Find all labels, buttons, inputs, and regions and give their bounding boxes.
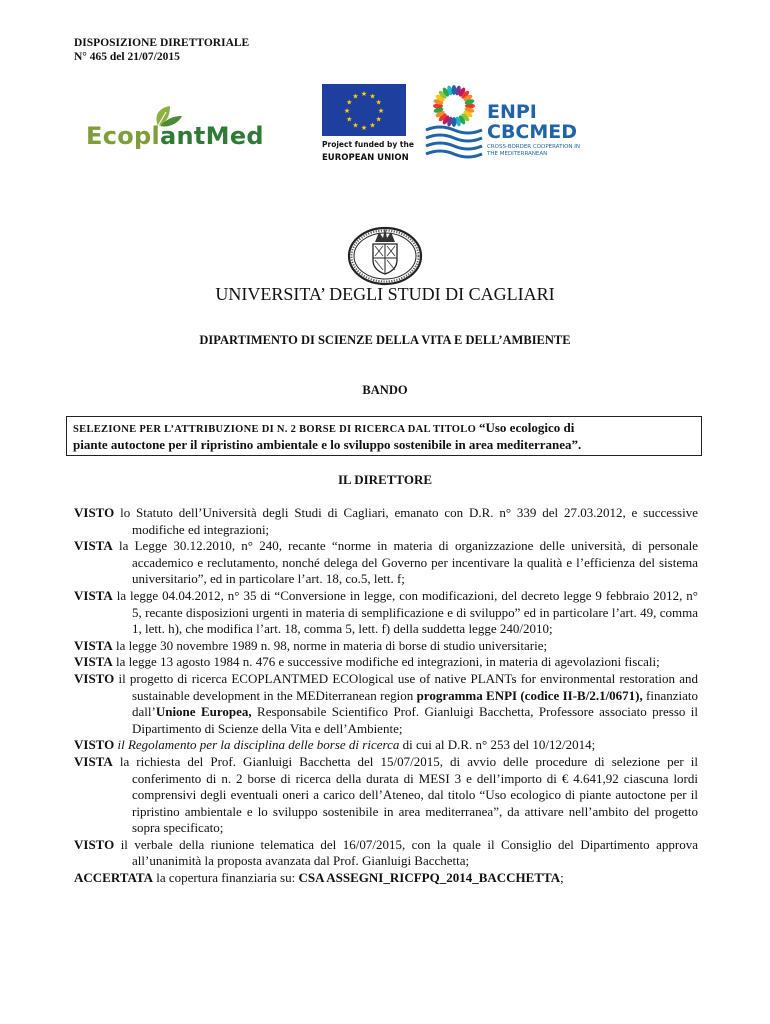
sun-waves-icon bbox=[424, 80, 484, 162]
university-name: UNIVERSITA’ DEGLI STUDI DI CAGLIARI bbox=[215, 284, 555, 304]
header-number-date: N° 465 del 21/07/2015 bbox=[74, 51, 180, 63]
logo-text-part1: Ecopl bbox=[86, 122, 161, 150]
enpi-title: ENPI bbox=[487, 101, 537, 123]
logo-text-part3: ntMed bbox=[176, 122, 264, 150]
eu-caption-2: EUROPEAN UNION bbox=[322, 153, 409, 163]
bando-title: BANDO bbox=[362, 383, 408, 397]
recital-item: VISTA la legge 30 novembre 1989 n. 98, norme in materia di borse di studio universitarie; bbox=[74, 637, 548, 653]
star-icon: ★ bbox=[360, 90, 368, 98]
selection-title-start: “Uso ecologico di bbox=[478, 420, 575, 435]
star-icon: ★ bbox=[346, 115, 353, 124]
enpi-subtitle: CROSS-BORDER COOPERATION IN THE MEDITERRANEAN bbox=[487, 144, 581, 157]
recital-item: VISTA la richiesta del Prof. Gianluigi Bacchetta del 15/07/2015, di avvio delle procedure di selezione per il conferimento di n. 2 borse di ricerca della durata di MESI 3 e dell’importo di € 4.641,92 ciascuna lordi comprensivi degli eventuali oneri a carico dell’Ateneo, dal titolo “Uso ecologico di piante autoctone per il ripristino ambientale e lo sviluppo sostenibile in area mediterranea”, da attivare nell’ambito del progetto sopra specificato; bbox=[74, 753, 699, 836]
ecoplantmed-logo bbox=[86, 104, 276, 164]
eu-flag-icon bbox=[322, 84, 406, 136]
star-icon: ★ bbox=[377, 107, 385, 115]
eu-logo bbox=[322, 84, 414, 166]
recital-item: VISTA la Legge 30.12.2010, n° 240, recante “norme in materia di organizzazione delle università, di personale accademico e reclutamento, nonché delega del Governo per incentivare la qualità e l’efficienza del sistema universitario”, ed in particolare l’art. 18, co.5, lett. f; bbox=[74, 538, 699, 587]
eu-caption-1: Project funded by the bbox=[322, 140, 414, 149]
recital-item: VISTO il verbale della riunione telematica del 16/07/2015, con la quale il Consiglio del Dipartimento approva all’unanimità la proposta avanzata dal Prof. Gianluigi Bacchetta; bbox=[74, 836, 698, 869]
recital-item: ACCERTATA la copertura finanziaria su: CSA ASSEGNI_RICFPQ_2014_BACCHETTA; bbox=[74, 870, 564, 886]
department-name: DIPARTIMENTO DI SCIENZE DELLA VITA E DELL’AMBIENTE bbox=[199, 333, 571, 347]
star-icon: ★ bbox=[369, 121, 376, 130]
selection-prefix: SELEZIONE PER L’ATTRIBUZIONE DI N. 2 BORSE DI RICERCA DAL TITOLO bbox=[73, 424, 479, 435]
star-icon: ★ bbox=[375, 115, 382, 124]
director-heading: IL DIRETTORE bbox=[337, 472, 433, 487]
star-icon: ★ bbox=[352, 121, 359, 130]
star-icon: ★ bbox=[352, 92, 359, 101]
recital-item: VISTO il progetto di ricerca ECOPLANTMED ECOlogical use of native PLANTs for environmental restoration and sustainable development in the MEDiterranean region programma ENPI (codice II-B/2.1/0671), finanziato dall’Unione Europea, Responsabile Scientifico Prof. Gianluigi Bacchetta, Professore associato presso il Dipartimento di Scienze della Vita e dell’Ambiente; bbox=[74, 670, 699, 736]
header-title: DISPOSIZIONE DIRETTORIALE bbox=[74, 37, 250, 49]
star-icon: ★ bbox=[375, 98, 382, 107]
recital-item: VISTO il Regolamento per la disciplina delle borse di ricerca di cui al D.R. n° 253 del 10/12/2014; bbox=[74, 737, 596, 753]
university-seal-icon bbox=[345, 222, 425, 286]
recital-item: VISTA la legge 13 agosto 1984 n. 476 e successive modifiche ed integrazioni, in materia di agevolazioni fiscali; bbox=[74, 654, 660, 670]
selection-title-end: piante autoctone per il ripristino ambientale e lo sviluppo sostenibile in area mediterranea”. bbox=[73, 437, 582, 452]
star-icon: ★ bbox=[369, 92, 376, 101]
selection-title-box bbox=[66, 416, 702, 456]
document-header bbox=[74, 36, 249, 64]
star-icon: ★ bbox=[360, 124, 368, 132]
star-icon: ★ bbox=[346, 98, 353, 107]
recital-item: VISTO lo Statuto dell’Università degli Studi di Cagliari, emanato con D.R. n° 339 del 27.03.2012, e successive modifiche ed integrazioni; bbox=[74, 505, 698, 537]
recitals-list bbox=[74, 505, 698, 887]
enpi-cbcmed-logo bbox=[424, 80, 594, 162]
logo-text-part2: a bbox=[160, 122, 177, 150]
cbcmed-title: CBCMED bbox=[487, 121, 578, 143]
recital-item: VISTA la legge 04.04.2012, n° 35 di “Conversione in legge, con modificazioni, del decreto legge 9 febbraio 2012, n° 5, recante disposizioni urgenti in materia di semplificazione e di sviluppo” ed in particolare l’art. 49, comma 1, lett. h), che modifica l’art. 18, comma 5, lett. f) della suddetta legge 240/2010; bbox=[74, 587, 698, 637]
star-icon: ★ bbox=[343, 107, 351, 115]
